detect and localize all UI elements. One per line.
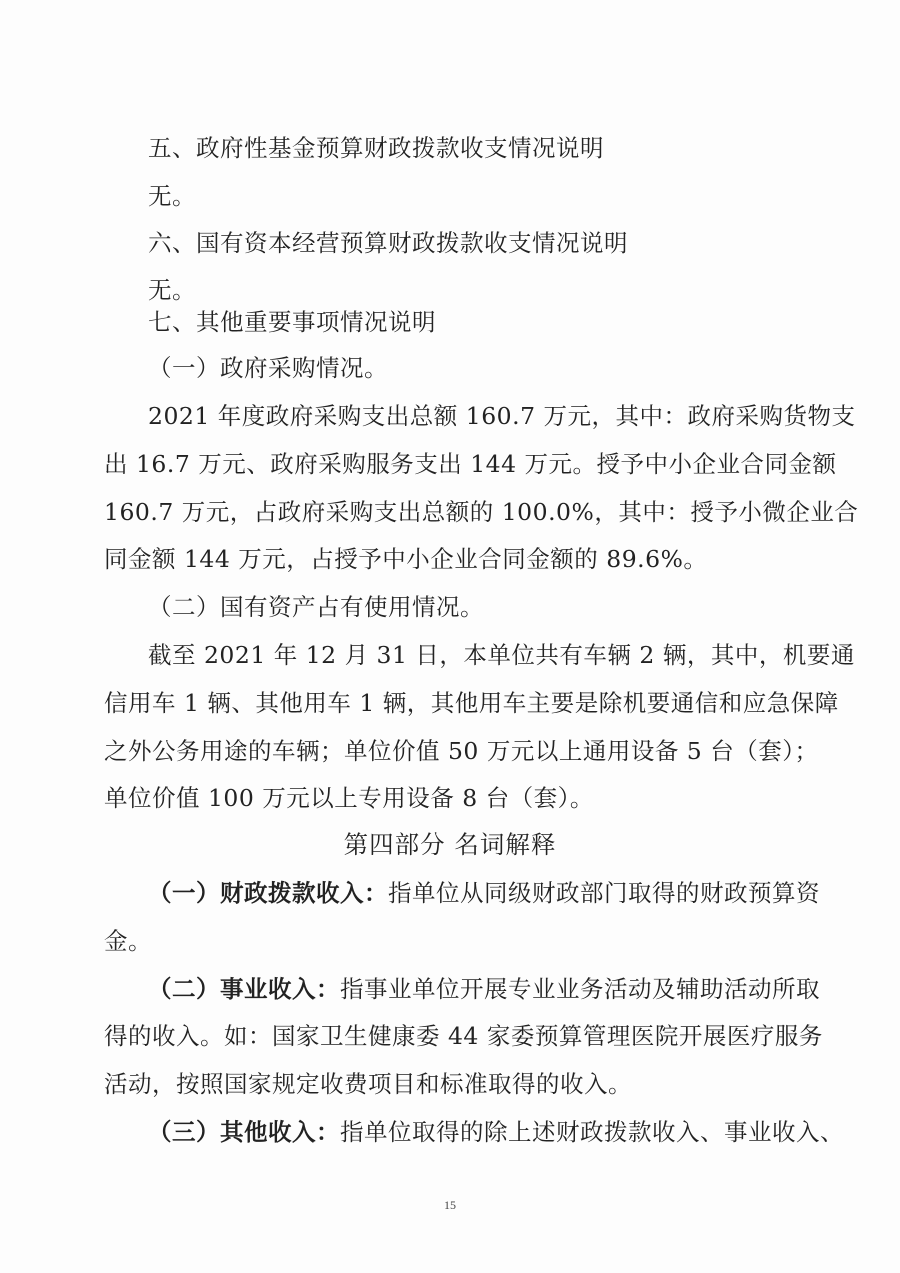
term-paragraph — [148, 974, 853, 1004]
section-seven-heading: 七、其他重要事项情况说明 — [148, 308, 436, 336]
term-definition: 指单位取得的除上述财政拨款收入、事业收入、 — [340, 1118, 844, 1146]
term-label: （三）其他收入： — [148, 1118, 340, 1146]
section-six-heading: 六、国有资本经营预算财政拨款收支情况说明 — [148, 229, 628, 257]
term-label: （一）财政拨款收入： — [148, 879, 388, 907]
assets-line: 之外公务用途的车辆；单位价值 50 万元以上通用设备 5 台（套）； — [104, 737, 819, 765]
assets-line: 单位价值 100 万元以上专用设备 8 台（套）。 — [104, 784, 594, 812]
section-five-body: 无。 — [148, 182, 196, 210]
section-five-heading: 五、政府性基金预算财政拨款收支情况说明 — [148, 134, 604, 162]
term-paragraph — [148, 878, 853, 908]
page-number: 15 — [444, 1198, 456, 1212]
term-paragraph — [148, 1117, 853, 1147]
procurement-line: 2021 年度政府采购支出总额 160.7 万元，其中：政府采购货物支 — [148, 402, 856, 430]
section-six-body: 无。 — [148, 276, 196, 304]
assets-line: 信用车 1 辆、其他用车 1 辆，其他用车主要是除机要通信和应急保障 — [104, 689, 839, 717]
assets-title: （二）国有资产占有使用情况。 — [148, 593, 484, 621]
procurement-line: 160.7 万元，占政府采购支出总额的 100.0%，其中：授予小微企业合 — [104, 498, 859, 526]
term-definition: 指事业单位开展专业业务活动及辅助活动所取 — [340, 975, 820, 1003]
term-label: （二）事业收入： — [148, 975, 340, 1003]
term-definition: 指单位从同级财政部门取得的财政预算资 — [388, 879, 820, 907]
assets-line: 截至 2021 年 12 月 31 日，本单位共有车辆 2 辆，其中，机要通 — [148, 641, 855, 669]
procurement-line: 同金额 144 万元，占授予中小企业合同金额的 89.6%。 — [104, 545, 708, 573]
part-four-heading: 第四部分 名词解释 — [343, 830, 557, 859]
term-definition-line: 活动，按照国家规定收费项目和标准取得的收入。 — [104, 1070, 632, 1098]
procurement-line: 出 16.7 万元、政府采购服务支出 144 万元。授予中小企业合同金额 — [104, 450, 837, 478]
term-definition-line: 金。 — [104, 927, 152, 955]
procurement-title: （一）政府采购情况。 — [148, 354, 388, 382]
term-definition-line: 得的收入。如：国家卫生健康委 44 家委预算管理医院开展医疗服务 — [104, 1022, 823, 1050]
